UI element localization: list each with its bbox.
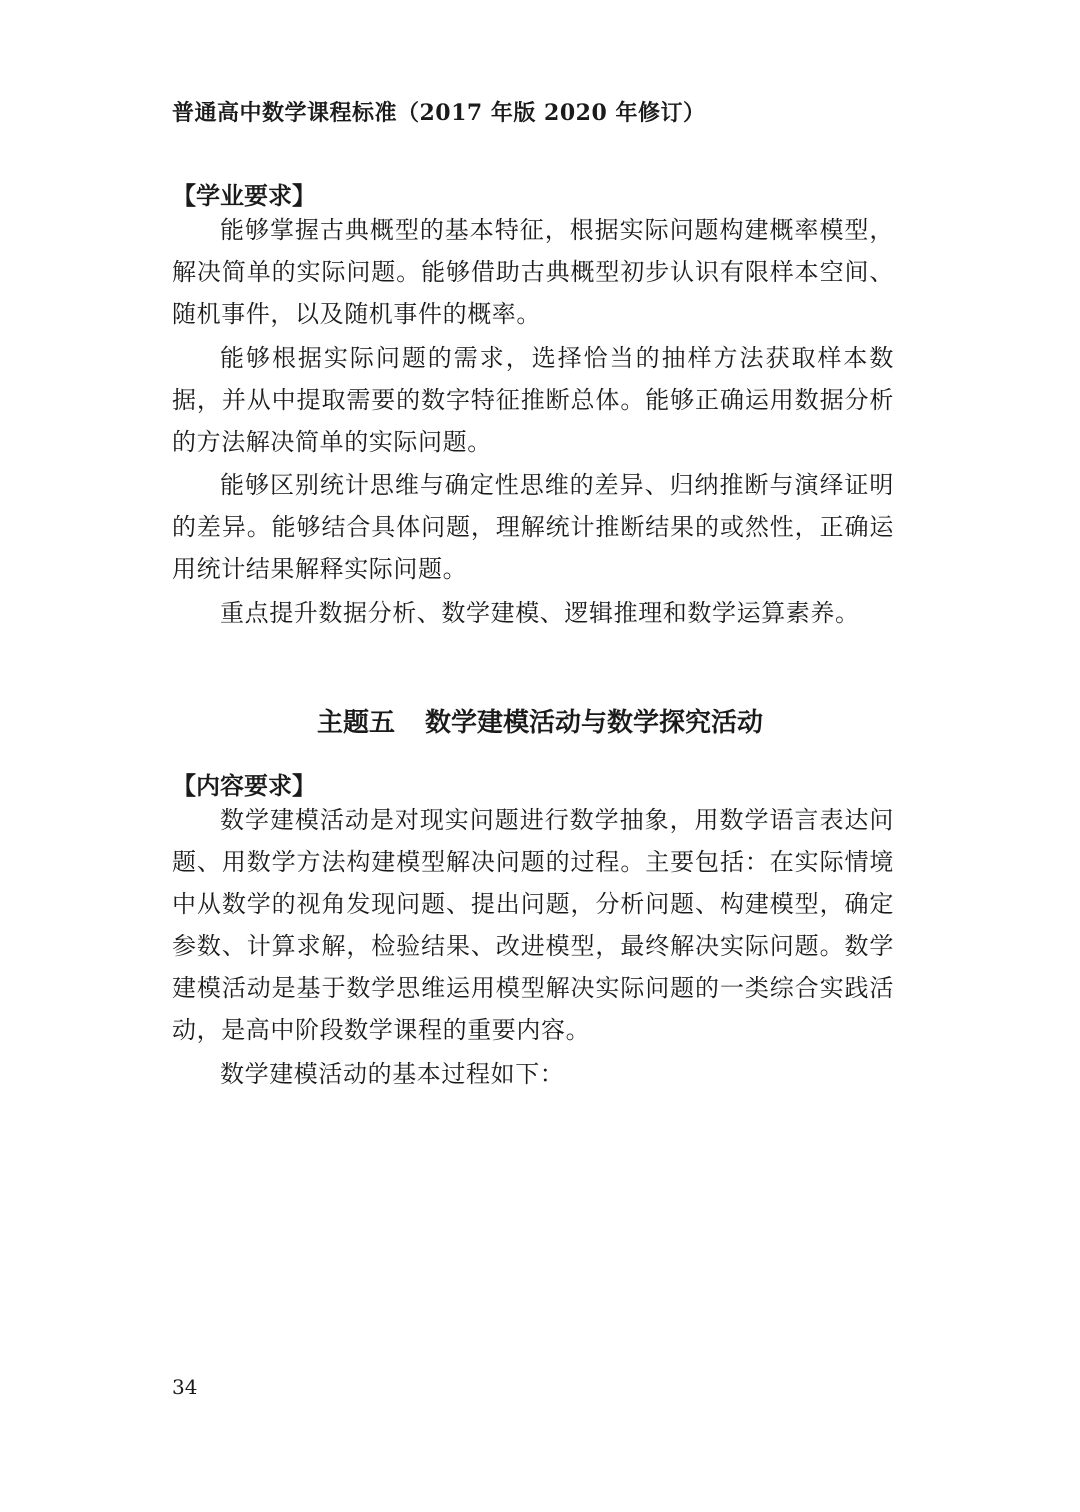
academic-paragraph-2: 能够根据实际问题的需求，选择恰当的抽样方法获取样本数据，并从中提取需要的数字特征推断总体。能够正确运用数据分析的方法解决简单的实际问题。 bbox=[172, 344, 894, 456]
content-paragraph-2: 数学建模活动的基本过程如下： bbox=[220, 1060, 565, 1088]
content-paragraph-1: 数学建模活动是对现实问题进行数学抽象，用数学语言表达问题、用数学方法构建模型解决问题的过程。主要包括：在实际情境中从数学的视角发现问题、提出问题，分析问题、构建模型，确定参数、计算求解，检验结果、改进模型，最终解决实际问题。数学建模活动是基于数学思维运用模型解决实际问题的一类综合实践活动，是高中阶段数学课程的重要内容。 bbox=[172, 806, 894, 1044]
academic-paragraph-3: 能够区别统计思维与确定性思维的差异、归纳推断与演绎证明的差异。能够结合具体问题，理解统计推断结果的或然性，正确运用统计结果解释实际问题。 bbox=[172, 471, 894, 583]
running-header: 普通高中数学课程标准（2017 年版 2020 年修订） bbox=[172, 100, 706, 126]
topic-name: 数学建模活动与数学探究活动 bbox=[425, 708, 764, 738]
academic-paragraph-1: 能够掌握古典概型的基本特征，根据实际问题构建概率模型，解决简单的实际问题。能够借助古典概型初步认识有限样本空间、随机事件，以及随机事件的概率。 bbox=[172, 216, 894, 328]
topic-number: 主题五 bbox=[316, 708, 395, 738]
academic-paragraph-4: 重点提升数据分析、数学建模、逻辑推理和数学运算素养。 bbox=[220, 599, 860, 627]
topic-heading bbox=[0, 702, 1080, 739]
page-number: 34 bbox=[172, 1375, 198, 1399]
academic-requirements-label: 【学业要求】 bbox=[172, 182, 316, 210]
content-requirements-label: 【内容要求】 bbox=[172, 772, 316, 800]
